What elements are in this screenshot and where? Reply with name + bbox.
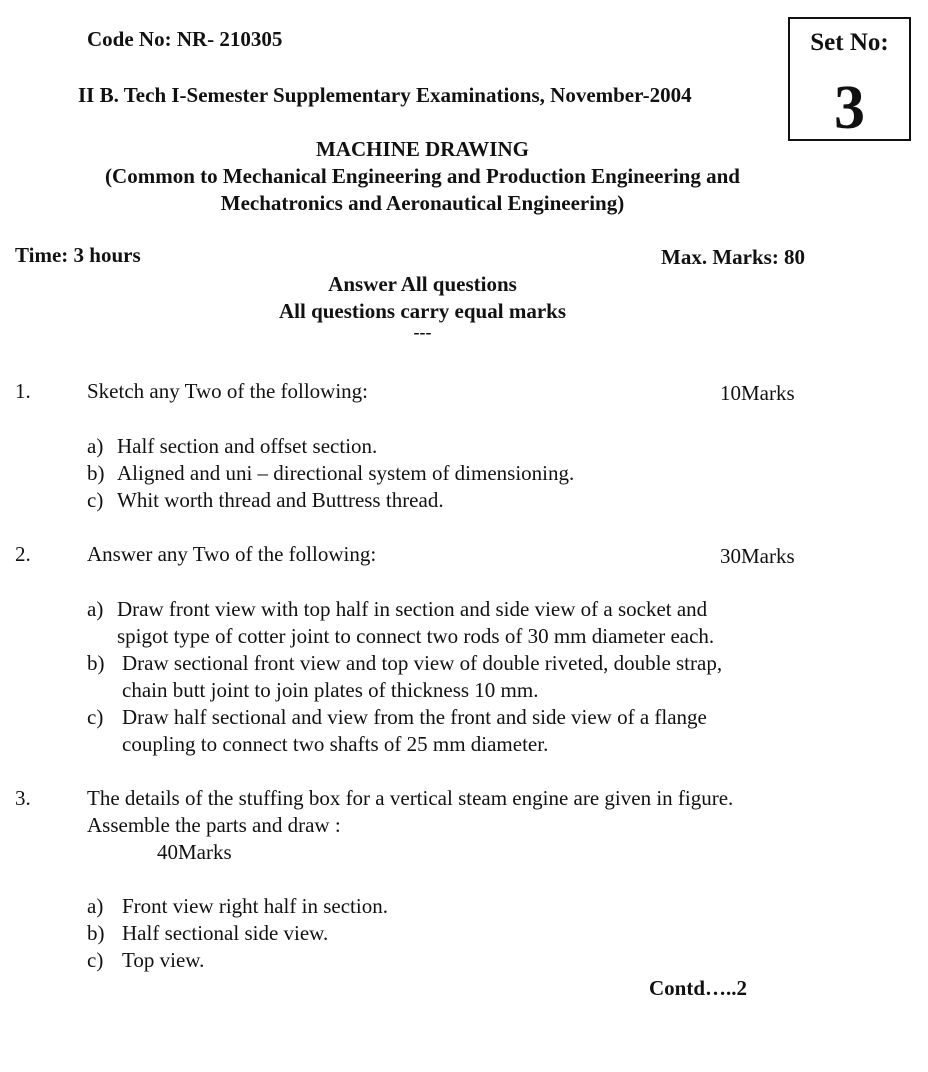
subject-title: MACHINE DRAWING — [316, 137, 529, 161]
common-line-1: (Common to Mechanical Engineering and Production Engineering and — [105, 164, 740, 188]
time-allowed: Time: 3 hours — [15, 243, 141, 267]
question-number: 3. — [15, 786, 31, 810]
set-number-box — [788, 17, 911, 141]
question-text-line-1: The details of the stuffing box for a vertical steam engine are given in figure. — [87, 786, 734, 810]
separator: --- — [413, 322, 432, 342]
set-number: 3 — [834, 74, 865, 142]
item-text: Whit worth thread and Buttress thread. — [117, 488, 444, 512]
item-text: Aligned and uni – directional system of dimensioning. — [117, 461, 575, 485]
item-text-line-2: coupling to connect two shafts of 25 mm diameter. — [122, 732, 549, 756]
continued-note: Contd…..2 — [649, 976, 748, 1000]
item-text-line-1: Draw front view with top half in section and side view of a socket and — [117, 597, 708, 621]
set-label: Set No: — [810, 29, 889, 56]
exam-title: II B. Tech I-Semester Supplementary Examinations, November-2004 — [78, 83, 692, 107]
item-letter: b) — [87, 651, 105, 675]
item-text-line-2: chain butt joint to join plates of thickness 10 mm. — [122, 678, 539, 702]
item-text: Half sectional side view. — [122, 921, 329, 945]
item-letter: a) — [87, 894, 104, 918]
question-marks: 10Marks — [720, 381, 795, 405]
item-letter: b) — [87, 921, 105, 945]
item-letter: b) — [87, 461, 105, 485]
max-marks: Max. Marks: 80 — [661, 245, 806, 269]
question-marks: 30Marks — [720, 544, 795, 568]
instruction-2: All questions carry equal marks — [278, 299, 566, 323]
question-text: Answer any Two of the following: — [87, 542, 377, 566]
code-number: Code No: NR- 210305 — [87, 27, 283, 51]
item-letter: a) — [87, 434, 104, 458]
question-marks: 40Marks — [157, 840, 232, 864]
item-text: Top view. — [122, 948, 205, 972]
item-text-line-2: spigot type of cotter joint to connect two rods of 30 mm diameter each. — [117, 624, 715, 648]
item-text: Front view right half in section. — [122, 894, 388, 918]
item-text: Half section and offset section. — [117, 434, 378, 458]
instruction-1: Answer All questions — [328, 272, 517, 296]
question-number: 2. — [15, 542, 31, 566]
common-line-2: Mechatronics and Aeronautical Engineering) — [220, 191, 625, 215]
item-text-line-1: Draw sectional front view and top view of double riveted, double strap, — [122, 651, 723, 675]
item-letter: c) — [87, 705, 104, 729]
question-text: Sketch any Two of the following: — [87, 379, 369, 403]
item-text-line-1: Draw half sectional and view from the front and side view of a flange — [122, 705, 707, 729]
question-number: 1. — [15, 379, 31, 403]
item-letter: a) — [87, 597, 104, 621]
item-letter: c) — [87, 948, 104, 972]
item-letter: c) — [87, 488, 104, 512]
question-text-line-2: Assemble the parts and draw : — [87, 813, 341, 837]
